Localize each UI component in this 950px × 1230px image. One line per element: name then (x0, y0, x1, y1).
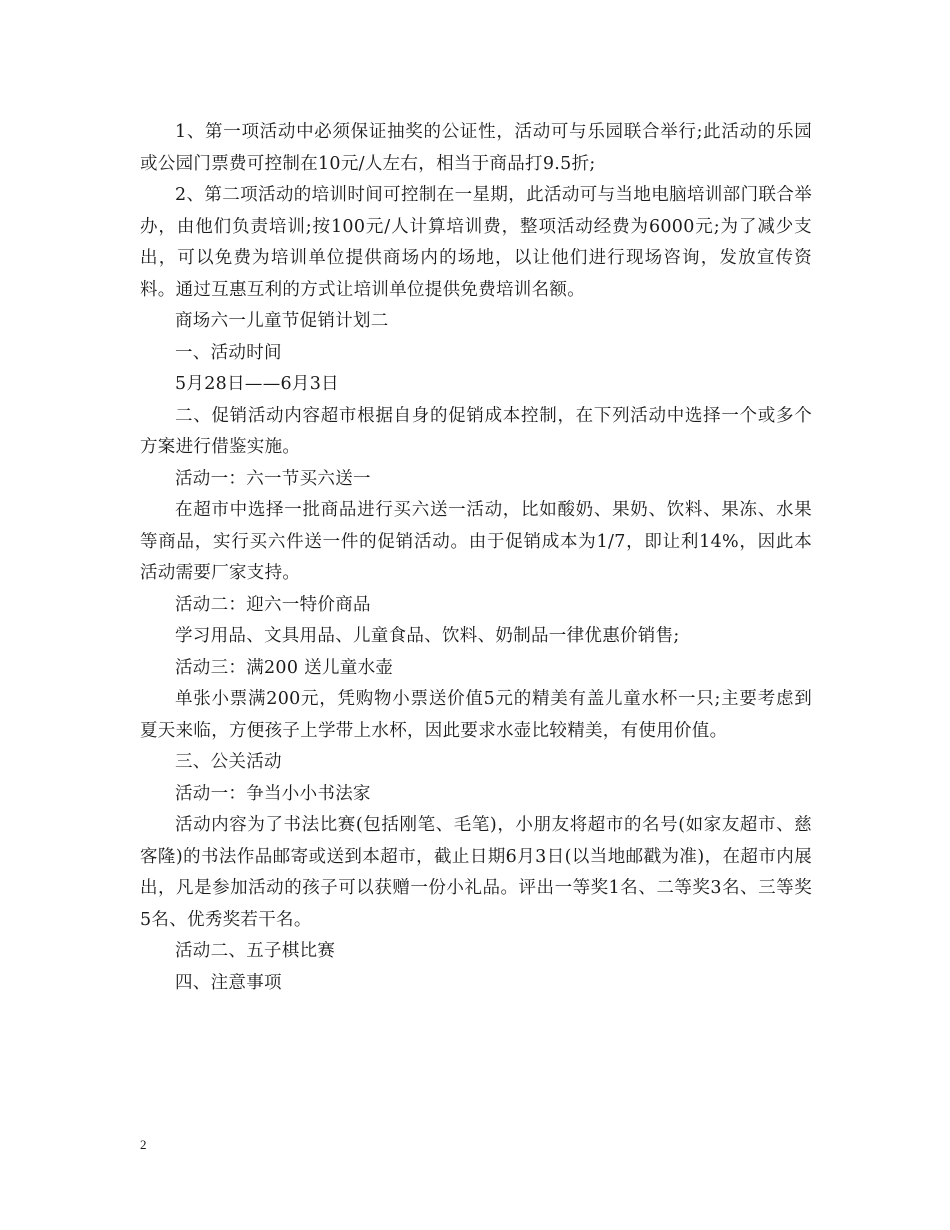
activity-date-range: 5月28日——6月3日 (175, 374, 339, 394)
paragraph-activity-two: 学习用品、文具用品、儿童食品、饮料、奶制品一律优惠价销售; (175, 626, 680, 646)
heading-activity-one: 活动一：六一节买六送一 (175, 468, 371, 489)
heading-promotion-content: 二、促销活动内容超市根据自身的促销成本控制，在下列活动中选择一个或多个方案进行借鉴实施。 (140, 405, 812, 457)
heading-notes: 四、注意事项 (175, 972, 282, 993)
paragraph-activity-one: 在超市中选择一批商品进行买六送一活动，比如酸奶、果奶、饮料、果冻、水果等商品，实行买六件送一件的促销活动。由于促销成本为1/7，即让利14%，因此本活动需要厂家支持。 (140, 500, 812, 583)
heading-pr-activities: 三、公关活动 (175, 752, 282, 772)
heading-activity-time: 一、活动时间 (175, 342, 282, 363)
heading-activity-three: 活动三：满200 送儿童水壶 (175, 657, 394, 678)
heading-activity-two: 活动二：迎六一特价商品 (175, 594, 371, 615)
paragraph-item-1-note: 1、第一项活动中必须保证抽奖的公证性，活动可与乐园联合举行;此活动的乐园或公园门票费可控制在10元/人左右，相当于商品打9.5折; (140, 122, 812, 174)
section-title-plan-two: 商场六一儿童节促销计划二 (175, 311, 389, 331)
paragraph-activity-three: 单张小票满200元，凭购物小票送价值5元的精美有盖儿童水杯一只;主要考虑到夏天来临，方便孩子上学带上水杯，因此要求水壶比较精美，有使用价值。 (140, 689, 812, 741)
document-body (140, 117, 812, 999)
page-number: 2 (140, 1137, 147, 1152)
heading-calligraphy-activity: 活动一：争当小小书法家 (175, 783, 371, 804)
heading-gomoku-activity: 活动二、五子棋比赛 (175, 941, 336, 961)
paragraph-item-2-note: 2、第二项活动的培训时间可控制在一星期，此活动可与当地电脑培训部门联合举办，由他们负责培训;按100元/人计算培训费，整项活动经费为6000元;为了减少支出，可以免费为培训单位提供商场内的场地，以让他们进行现场咨询，发放宣传资料。通过互惠互利的方式让培训单位提供免费培训名额。 (140, 185, 812, 300)
paragraph-calligraphy-activity: 活动内容为了书法比赛(包括刚笔、毛笔)，小朋友将超市的名号(如家友超市、慈客隆)的书法作品邮寄或送到本超市，截止日期6月3日(以当地邮戳为准)，在超市内展出，凡是参加活动的孩子可以获赠一份小礼品。评出一等奖1名、二等奖3名、三等奖5名、优秀奖若干名。 (140, 815, 812, 930)
